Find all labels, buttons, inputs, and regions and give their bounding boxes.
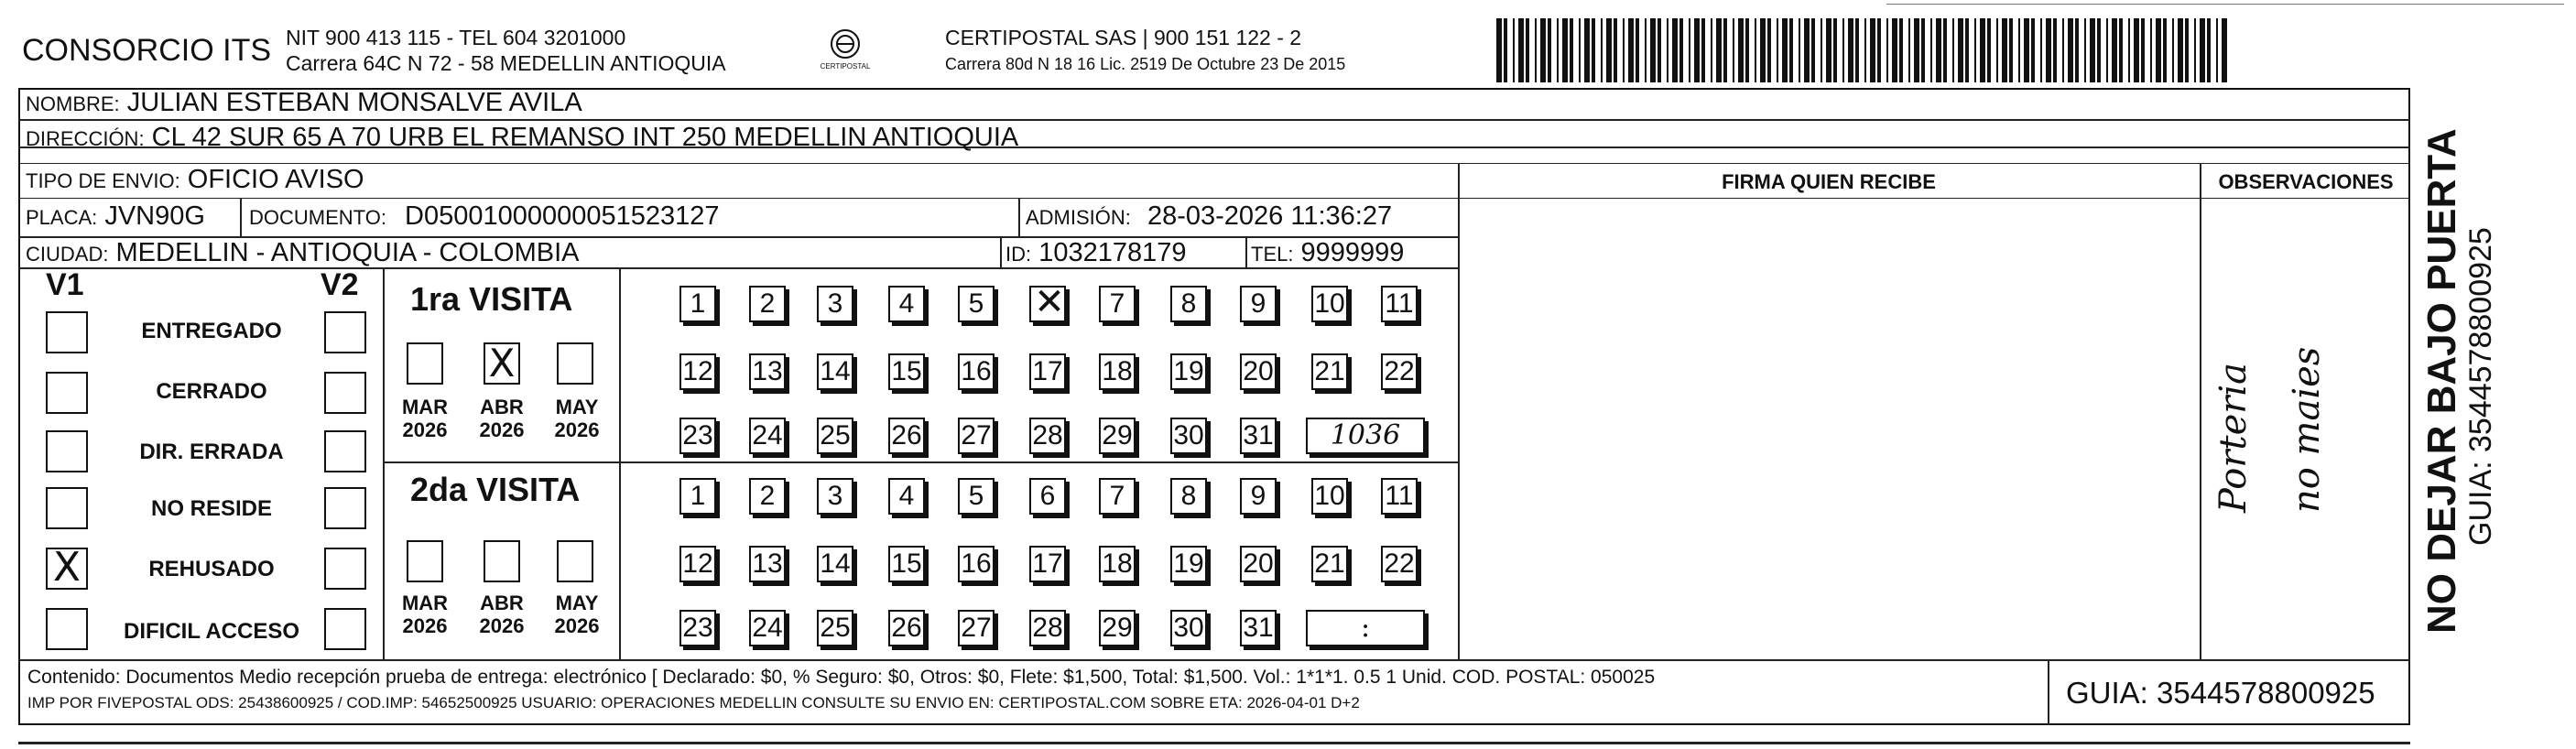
visit-day-13[interactable]: 13: [749, 353, 786, 390]
status-rehusado-v2-checkbox[interactable]: [324, 548, 366, 590]
visit-1-month-may-checkbox[interactable]: [557, 342, 593, 385]
barcode-bar: [2134, 18, 2139, 82]
col-divider: [383, 267, 385, 659]
barcode-bar: [1958, 18, 1963, 82]
visit-day-29[interactable]: 29: [1099, 418, 1136, 454]
visit-day-10[interactable]: 10: [1311, 286, 1348, 322]
visit-day-1[interactable]: 1: [679, 286, 716, 322]
barcode-bar: [1518, 18, 1524, 82]
side-guia: GUIA: 3544578800925: [2463, 227, 2498, 546]
month-name: MAY: [555, 592, 599, 614]
status-rehusado-v1-checkbox[interactable]: X: [46, 548, 88, 590]
barcode-bar: [1689, 18, 1690, 82]
day-cross-mark: ✕: [1034, 282, 1065, 322]
status-dir-errada-v1-checkbox[interactable]: [46, 430, 88, 472]
visit-day-19[interactable]: 19: [1170, 546, 1207, 582]
barcode-bar: [1584, 18, 1590, 82]
barcode-bar: [1789, 18, 1793, 82]
month-name: MAR: [401, 592, 449, 614]
barcode-bar: [1733, 18, 1734, 82]
status-entregado-v2-checkbox[interactable]: [324, 311, 366, 353]
visit-day-23[interactable]: 23: [679, 610, 716, 646]
visit-day-18[interactable]: 18: [1099, 353, 1136, 390]
documento-label: DOCUMENTO:: [249, 206, 386, 229]
placa-value: JVN90G: [104, 201, 205, 231]
admision-label: ADMISIÓN:: [1026, 206, 1131, 229]
barcode-bar: [2053, 18, 2057, 82]
visit-day-6[interactable]: 6: [1029, 478, 1066, 515]
visit-day-7[interactable]: 7: [1099, 286, 1136, 322]
carrier-line-1: CERTIPOSTAL SAS | 900 151 122 - 2: [945, 26, 1302, 49]
status-cerrado-v2-checkbox[interactable]: [324, 372, 366, 414]
barcode-bar: [1601, 18, 1603, 82]
month-name: MAR: [401, 396, 449, 418]
visit-day-14[interactable]: 14: [817, 353, 853, 390]
observaciones-note-2: no maies: [2286, 346, 2328, 513]
barcode-bar: [1886, 18, 1888, 82]
ciudad-label: CIUDAD:: [26, 243, 109, 266]
nombre-row: [26, 88, 582, 118]
company-name: CONSORCIO ITS: [22, 33, 272, 68]
barcode-bar: [1777, 18, 1778, 82]
placa-field: [26, 201, 205, 232]
visit-day-29[interactable]: 29: [1099, 610, 1136, 646]
barcode-bar: [2075, 18, 2079, 82]
visit-day-11[interactable]: 11: [1381, 478, 1418, 515]
visit-day-31[interactable]: 31: [1240, 418, 1277, 454]
visit-day-26[interactable]: 26: [888, 610, 925, 646]
visit-day-11[interactable]: 11: [1381, 286, 1418, 322]
status-rehusado-label: REHUSADO: [148, 557, 275, 581]
month-year: 2026: [554, 614, 600, 637]
barcode-bar: [1952, 18, 1954, 82]
visit-day-21[interactable]: 21: [1311, 546, 1348, 582]
footer-imp-line: IMP POR FIVEPOSTAL ODS: 25438600925 / COD.IMP: 54652500925 USUARIO: OPERACIONES MEDELLIN CONSULTE SU ENVIO EN: CERTIPOSTAL.COM SOBRE ETA: 2026-04-01 D+2: [27, 694, 1360, 711]
visit-day-9[interactable]: 9: [1240, 286, 1277, 322]
barcode-bar: [1679, 18, 1683, 82]
barcode-bar: [1526, 18, 1529, 82]
visit-day-14[interactable]: 14: [817, 546, 853, 582]
barcode-bar: [2207, 18, 2211, 82]
month-name: MAY: [555, 396, 599, 418]
visit-divider: [383, 461, 1458, 463]
nombre-label: NOMBRE:: [26, 92, 120, 115]
barcode-bar: [1767, 18, 1771, 82]
status-no-reside-v2-checkbox[interactable]: [324, 487, 366, 529]
barcode-bar: [1548, 18, 1551, 82]
barcode-bar: [2128, 18, 2130, 82]
row-divider: [18, 119, 2410, 121]
col-divider: [2048, 659, 2049, 725]
visit-day-28[interactable]: 28: [1029, 418, 1066, 454]
bottom-rule: [18, 742, 2410, 744]
visit-day-2[interactable]: 2: [749, 286, 786, 322]
barcode-bar: [1513, 18, 1515, 82]
carrier-line-2: Carrera 80d N 18 16 Lic. 2519 De Octubre 23 De 2015: [945, 55, 1346, 73]
visit-day-12[interactable]: 12: [679, 353, 716, 390]
barcode-bar: [2112, 18, 2117, 82]
barcode-bar: [1606, 18, 1612, 82]
barcode-bar: [1855, 18, 1859, 82]
visit-1-month-abr-checkbox[interactable]: X: [484, 342, 520, 385]
barcode-bar: [2200, 18, 2205, 82]
barcode-bar: [2163, 18, 2167, 82]
barcode-bar: [2040, 18, 2042, 82]
barcode-bar: [1723, 18, 1727, 82]
status-cerrado-v1-checkbox[interactable]: [46, 372, 88, 414]
direccion-value: CL 42 SUR 65 A 70 URB EL REMANSO INT 250 MEDELLIN ANTIOQUIA: [151, 123, 1019, 152]
barcode-bar: [1980, 18, 1985, 82]
row-divider: [18, 198, 1458, 199]
direccion-label: DIRECCIÓN:: [26, 127, 145, 150]
visit-day-22[interactable]: 22: [1381, 353, 1418, 390]
visit-day-16[interactable]: 16: [958, 353, 995, 390]
visit-day-3[interactable]: 3: [817, 478, 853, 515]
barcode-bar: [2150, 18, 2152, 82]
logo-text: CERTIPOSTAL: [820, 62, 871, 71]
barcode: [1496, 18, 2231, 82]
documento-field: [249, 201, 720, 232]
visit-day-19[interactable]: 19: [1170, 353, 1207, 390]
footer-guia: GUIA: 3544578800925: [2066, 676, 2375, 710]
company-line-2: Carrera 64C N 72 - 58 MEDELLIN ANTIOQUIA: [286, 51, 726, 75]
nombre-value: JULIAN ESTEBAN MONSALVE AVILA: [126, 88, 582, 117]
barcode-bar: [2185, 18, 2189, 82]
barcode-bar: [1562, 18, 1568, 82]
barcode-bar: [1996, 18, 1998, 82]
barcode-bar: [2018, 18, 2020, 82]
admision-field: [1026, 201, 1392, 232]
barcode-bar: [1782, 18, 1788, 82]
documento-value: D05001000000051523127: [405, 201, 720, 231]
visit-day-30[interactable]: 30: [1170, 610, 1207, 646]
visit-day-4[interactable]: 4: [888, 286, 925, 322]
barcode-bar: [2090, 18, 2095, 82]
tel-label: TEL:: [1251, 243, 1294, 266]
barcode-bar: [1965, 18, 1969, 82]
barcode-bar: [1877, 18, 1881, 82]
barcode-bar: [2194, 18, 2196, 82]
barcode-bar: [1672, 18, 1678, 82]
status-dificil-acceso-label: DIFICIL ACCESO: [123, 619, 299, 644]
visit-time-box[interactable]: 1036: [1306, 418, 1425, 454]
barcode-bar: [2068, 18, 2073, 82]
visit-day-4[interactable]: 4: [888, 478, 925, 515]
status-cerrado-label: CERRADO: [156, 379, 267, 404]
barcode-bar: [2024, 18, 2029, 82]
col-divider: [2200, 163, 2201, 659]
signature-area[interactable]: [1462, 201, 2198, 657]
visit-day-10[interactable]: 10: [1311, 478, 1348, 515]
barcode-bar: [2222, 18, 2227, 82]
visit-2-month-mar-label: [397, 592, 452, 637]
barcode-bar: [1921, 18, 1925, 82]
visit-day-20[interactable]: 20: [1240, 353, 1277, 390]
barcode-bar: [1701, 18, 1705, 82]
visit-day-21[interactable]: 21: [1311, 353, 1348, 390]
visit-day-17[interactable]: 17: [1029, 546, 1066, 582]
barcode-bar: [1811, 18, 1815, 82]
visit-day-5[interactable]: 5: [958, 478, 995, 515]
admision-value: 28-03-2026 11:36:27: [1147, 201, 1393, 231]
barcode-bar: [1842, 18, 1844, 82]
visit-day-27[interactable]: 27: [958, 418, 995, 454]
row-divider: [1458, 198, 2410, 199]
id-value: 1032178179: [1038, 238, 1187, 267]
visit-day-7[interactable]: 7: [1099, 478, 1136, 515]
id-field: [1005, 238, 1186, 268]
status-entregado-label: ENTREGADO: [141, 319, 282, 343]
side-warning: NO DEJAR BAJO PUERTA: [2419, 128, 2464, 634]
barcode-bar: [1755, 18, 1756, 82]
visit-day-25[interactable]: 25: [817, 610, 853, 646]
month-year: 2026: [554, 418, 600, 441]
barcode-bar: [2172, 18, 2174, 82]
visit-time-box[interactable]: :: [1306, 610, 1425, 646]
visit-day-23[interactable]: 23: [679, 418, 716, 454]
barcode-bar: [1892, 18, 1897, 82]
visit-day-20[interactable]: 20: [1240, 546, 1277, 582]
barcode-bar: [1658, 18, 1661, 82]
footer-content-line: Contenido: Documentos Medio recepción prueba de entrega: electrónico [ Declarado: $0, % Seguro: $0, Otros: $0, Flete: $1,500, Total: $1,500. Vol.: 1*1*1. 0.5 1 Unid. COD. POSTAL: 050025: [27, 667, 1656, 688]
barcode-bar: [1628, 18, 1634, 82]
visit-day-17[interactable]: 17: [1029, 353, 1066, 390]
col-divider: [619, 267, 621, 659]
visit-day-3[interactable]: 3: [817, 286, 853, 322]
ciudad-value: MEDELLIN - ANTIOQUIA - COLOMBIA: [115, 238, 580, 267]
barcode-bar: [1821, 18, 1822, 82]
barcode-bar: [1738, 18, 1744, 82]
row-divider: [18, 163, 2410, 164]
visit-day-15[interactable]: 15: [888, 353, 925, 390]
visit-1-month-abr-label: [474, 396, 529, 441]
barcode-bar: [1645, 18, 1647, 82]
firma-header: FIRMA QUIEN RECIBE: [1722, 170, 1936, 193]
visit-day-8[interactable]: 8: [1170, 286, 1207, 322]
visit-day-13[interactable]: 13: [749, 546, 786, 582]
visit-day-26[interactable]: 26: [888, 418, 925, 454]
col-divider: [1018, 198, 1020, 236]
barcode-bar: [1570, 18, 1573, 82]
col-divider: [1000, 236, 1002, 267]
tipo-row: [26, 165, 364, 195]
barcode-bar: [1716, 18, 1722, 82]
v2-header: V2: [321, 267, 359, 302]
col-divider: [1245, 236, 1247, 267]
visit-day-31[interactable]: 31: [1240, 610, 1277, 646]
tel-field: [1251, 238, 1404, 268]
visit-day-24[interactable]: 24: [749, 418, 786, 454]
barcode-bar: [1974, 18, 1976, 82]
barcode-bar: [1908, 18, 1910, 82]
visit-day-30[interactable]: 30: [1170, 418, 1207, 454]
barcode-bar: [1987, 18, 1991, 82]
month-year: 2026: [479, 418, 525, 441]
top-rule: [1886, 4, 2564, 5]
barcode-bar: [1623, 18, 1625, 82]
barcode-bar: [1579, 18, 1581, 82]
visit-day-6[interactable]: [1029, 282, 1066, 322]
observaciones-header: OBSERVACIONES: [2218, 170, 2394, 193]
visit-1-month-mar-checkbox[interactable]: [407, 342, 443, 385]
visit-day-15[interactable]: 15: [888, 546, 925, 582]
visit-day-1[interactable]: 1: [679, 478, 716, 515]
barcode-bar: [1899, 18, 1903, 82]
barcode-bar: [2084, 18, 2086, 82]
barcode-bar: [1936, 18, 1941, 82]
barcode-bar: [1711, 18, 1712, 82]
barcode-bar: [2119, 18, 2123, 82]
barcode-bar: [1592, 18, 1595, 82]
barcode-bar: [1864, 18, 1866, 82]
visit-day-8[interactable]: 8: [1170, 478, 1207, 515]
visit-2-month-may-label: [549, 592, 604, 637]
visit-2-month-mar-checkbox[interactable]: [407, 540, 443, 582]
visit-2-month-abr-label: [474, 592, 529, 637]
barcode-bar: [2106, 18, 2108, 82]
visit-2-month-may-checkbox[interactable]: [557, 540, 593, 582]
visit-2-month-abr-checkbox[interactable]: [484, 540, 520, 582]
barcode-bar: [2097, 18, 2101, 82]
barcode-bar: [1636, 18, 1639, 82]
status-dir-errada-v2-checkbox[interactable]: [324, 430, 366, 472]
ciudad-field: [26, 238, 580, 268]
visit-day-9[interactable]: 9: [1240, 478, 1277, 515]
barcode-bar: [2031, 18, 2035, 82]
barcode-bar: [1804, 18, 1810, 82]
barcode-bar: [1914, 18, 1919, 82]
month-year: 2026: [479, 614, 525, 637]
month-year: 2026: [402, 418, 448, 441]
visit-day-2[interactable]: 2: [749, 478, 786, 515]
certipostal-logo: [813, 26, 877, 77]
month-name: ABR: [480, 592, 524, 614]
col-divider: [1458, 163, 1460, 659]
barcode-bar: [1826, 18, 1831, 82]
barcode-bar: [2141, 18, 2145, 82]
tipo-value: OFICIO AVISO: [187, 165, 364, 194]
barcode-bar: [2062, 18, 2064, 82]
barcode-bar: [1557, 18, 1559, 82]
v1-header: V1: [46, 267, 84, 302]
tel-value: 9999999: [1300, 238, 1405, 267]
col-divider: [240, 198, 242, 236]
status-no-reside-label: NO RESIDE: [150, 496, 273, 521]
barcode-bar: [1650, 18, 1656, 82]
visit-day-25[interactable]: 25: [817, 418, 853, 454]
status-no-reside-v1-checkbox[interactable]: [46, 487, 88, 529]
visit-day-27[interactable]: 27: [958, 610, 995, 646]
visit-1-month-may-label: [549, 396, 604, 441]
visit-1-title: 1ra VISITA: [410, 280, 573, 318]
visit-day-24[interactable]: 24: [749, 610, 786, 646]
visit-1-month-mar-label: [397, 396, 452, 441]
visit-day-18[interactable]: 18: [1099, 546, 1136, 582]
observaciones-note-1: Porteria: [2212, 362, 2255, 513]
visit-day-5[interactable]: 5: [958, 286, 995, 322]
status-dificil-acceso-v1-checkbox[interactable]: [46, 608, 88, 650]
status-dir-errada-label: DIR. ERRADA: [139, 440, 284, 464]
visit-day-16[interactable]: 16: [958, 546, 995, 582]
barcode-bar: [1760, 18, 1766, 82]
month-name: ABR: [480, 396, 524, 418]
placa-label: PLACA:: [26, 206, 98, 229]
visit-day-12[interactable]: 12: [679, 546, 716, 582]
row-divider: [18, 659, 2410, 661]
barcode-bar: [2046, 18, 2051, 82]
barcode-bar: [1870, 18, 1875, 82]
company-line-1: NIT 900 413 115 - TEL 604 3201000: [286, 26, 626, 49]
id-label: ID:: [1005, 243, 1032, 266]
visit-day-28[interactable]: 28: [1029, 610, 1066, 646]
status-entregado-v1-checkbox[interactable]: [46, 311, 88, 353]
barcode-bar: [2216, 18, 2218, 82]
visit-day-22[interactable]: 22: [1381, 546, 1418, 582]
barcode-bar: [1848, 18, 1853, 82]
tipo-label: TIPO DE ENVIO:: [26, 169, 180, 192]
barcode-bar: [1745, 18, 1749, 82]
barcode-bar: [1930, 18, 1932, 82]
barcode-bar: [1504, 18, 1507, 82]
status-dificil-acceso-v2-checkbox[interactable]: [324, 608, 366, 650]
barcode-bar: [1799, 18, 1800, 82]
barcode-bar: [1535, 18, 1537, 82]
barcode-bar: [1614, 18, 1617, 82]
barcode-bar: [1833, 18, 1837, 82]
month-year: 2026: [402, 614, 448, 637]
barcode-bar: [1694, 18, 1700, 82]
direccion-row: [26, 123, 1018, 153]
barcode-bar: [1943, 18, 1947, 82]
barcode-bar: [1667, 18, 1668, 82]
barcode-bar: [2178, 18, 2183, 82]
barcode-bar: [1540, 18, 1546, 82]
visit-2-title: 2da VISITA: [410, 471, 581, 508]
barcode-bar: [2156, 18, 2161, 82]
barcode-bar: [1496, 18, 1502, 82]
barcode-bar: [2009, 18, 2013, 82]
barcode-bar: [2002, 18, 2007, 82]
